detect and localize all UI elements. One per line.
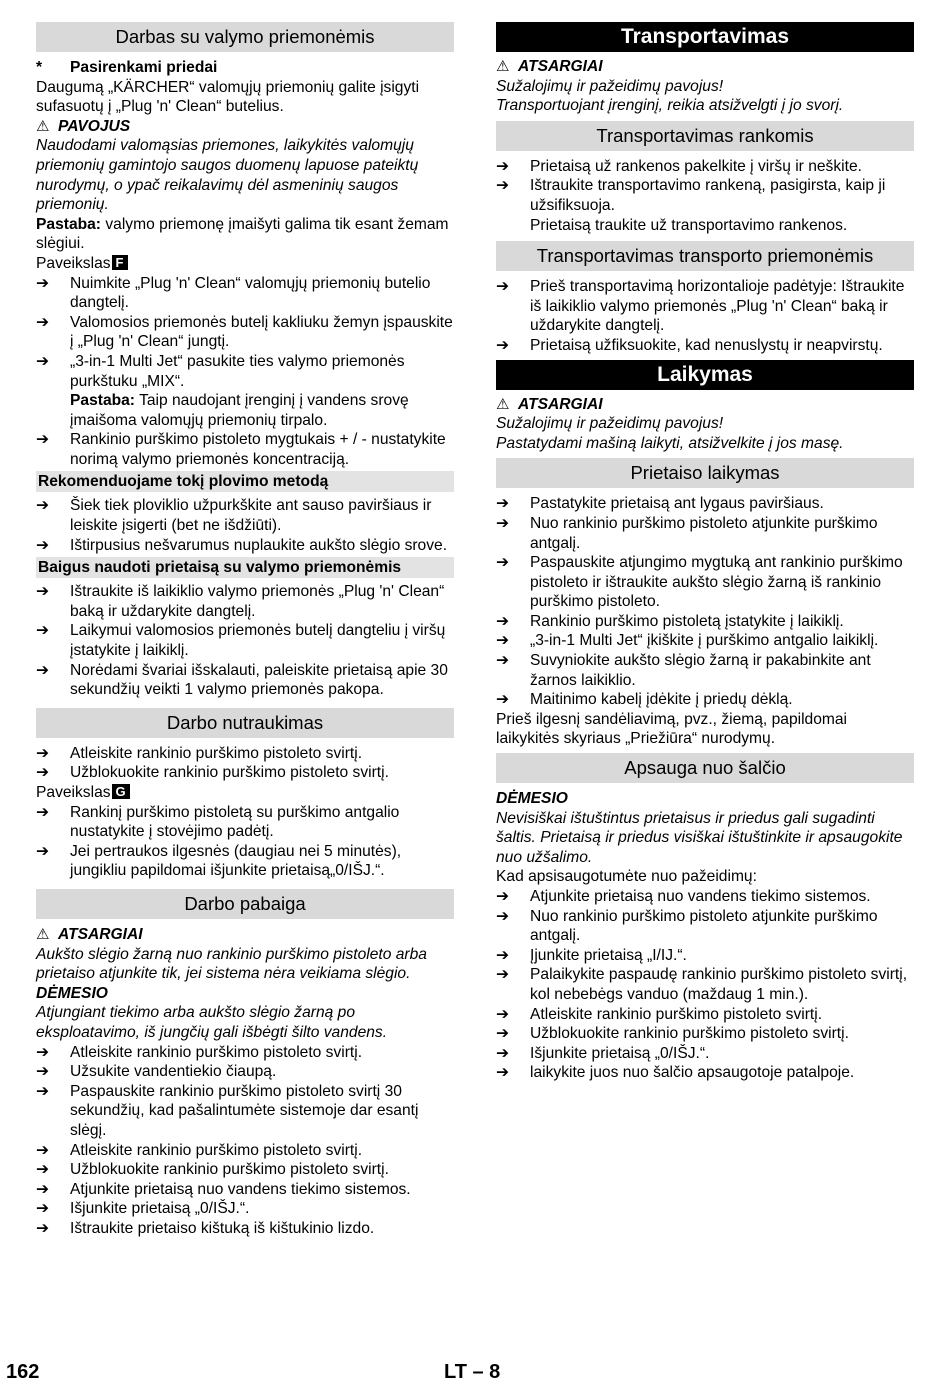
list-item: ➔ Ištraukite transportavimo rankeną, pasigirsta, kaip ji užsifiksuoja. bbox=[496, 177, 886, 214]
caution-text: Sužalojimų ir pažeidimų pavojus! bbox=[496, 77, 724, 95]
section-heading-transport: Transportavimas bbox=[496, 22, 914, 52]
list-item: ➔ Užblokuokite rankinio purškimo pistoleto svirtį. bbox=[496, 1025, 849, 1043]
list-item: ➔ Užsukite vandentiekio čiaupą. bbox=[36, 1063, 277, 1081]
arrow-icon: ➔ bbox=[496, 946, 510, 964]
list-item: ➔ Išjunkite prietaisą „0/IŠJ.“. bbox=[36, 1200, 250, 1218]
arrow-icon: ➔ bbox=[36, 536, 50, 554]
arrow-icon: ➔ bbox=[36, 842, 50, 860]
arrow-icon: ➔ bbox=[496, 1064, 510, 1082]
list-item: ➔ Šiek tiek ploviklio užpurkškite ant sauso paviršiaus ir leiskite įsigerti (bet ne išdžiūti). bbox=[36, 497, 432, 535]
arrow-icon: ➔ bbox=[36, 661, 50, 679]
arrow-icon: ➔ bbox=[36, 764, 50, 782]
section-heading-transport-by-hand: Transportavimas rankomis bbox=[496, 121, 914, 151]
section-heading-device-storage: Prietaiso laikymas bbox=[496, 458, 914, 488]
list-item: ➔ Prietaisą užfiksuokite, kad nenuslystų ir neapvirstų. bbox=[496, 336, 883, 354]
arrow-icon: ➔ bbox=[36, 1082, 50, 1100]
attention-label: DĖMESIO bbox=[36, 984, 108, 1002]
list-item: ➔ Paspauskite atjungimo mygtuką ant rankinio purškimo pistoleto ir ištraukite aukšto slėgio žarną iš rankinio purškimo pistoleto. bbox=[496, 554, 903, 611]
list-item: ➔ Paspauskite rankinio purškimo pistoleto svirtį 30 sekundžių, kad pašalintumėte sistemoje dar esantį slėgį. bbox=[36, 1082, 419, 1139]
optional-accessories-text: Daugumą „KÄRCHER“ valomųjų priemonių galite įsigyti sufasuotų į „Plug 'n' Clean“ butelius. bbox=[36, 78, 420, 116]
list-item-extra: Prietaisą traukite už transportavimo rankenos. bbox=[530, 216, 848, 234]
arrow-icon: ➔ bbox=[496, 888, 510, 905]
arrow-icon: ➔ bbox=[496, 632, 510, 650]
list-item: ➔ Palaikykite paspaudę rankinio purškimo pistoleto svirtį, kol nebebėgs vanduo (maždaug 1 min.). bbox=[496, 966, 908, 1003]
section-heading-cleaning-agents: Darbas su valymo priemonėmis bbox=[36, 22, 454, 52]
arrow-icon: ➔ bbox=[36, 1200, 50, 1218]
section-heading-frost-protection: Apsauga nuo šalčio bbox=[496, 753, 914, 783]
arrow-icon: ➔ bbox=[36, 583, 50, 601]
figure-badge-f: F bbox=[112, 255, 128, 270]
list-item-note: Pastaba: Taip naudojant įrenginį į vandens srovę įmaišoma valomųjų priemonių tirpalo. bbox=[70, 392, 409, 429]
warning-triangle-icon: ⚠ bbox=[496, 395, 510, 413]
caution-label: ⚠ ATSARGIAI bbox=[496, 58, 603, 75]
arrow-icon: ➔ bbox=[36, 352, 50, 370]
arrow-icon: ➔ bbox=[36, 431, 50, 449]
list-item: ➔ Rankinį purškimo pistoletą su purškimo antgalio nustatykite į stovėjimo padėtį. bbox=[36, 803, 400, 841]
page-number: 162 bbox=[6, 1361, 40, 1383]
page-code: LT – 8 bbox=[444, 1361, 501, 1383]
warning-triangle-icon: ⚠ bbox=[496, 58, 510, 75]
warning-triangle-icon: ⚠ bbox=[36, 925, 50, 943]
note-paragraph: Pastaba: valymo priemonę įmaišyti galima tik esant žemam slėgiui. bbox=[36, 215, 449, 253]
optional-accessories-heading: * Pasirenkami priedai bbox=[36, 59, 218, 76]
subheading-after-cleaning: Baigus naudoti prietaisą su valymo priemonėmis bbox=[36, 557, 454, 578]
list-item: ➔ Ištraukite prietaiso kištuką iš kištukinio lizdo. bbox=[36, 1219, 375, 1237]
list-item: ➔ Rankinio purškimo pistoleto mygtukais + / - nustatykite norimą valymo priemonės koncentraciją. bbox=[36, 431, 446, 468]
frost-intro-text: Kad apsisaugotumėte nuo pažeidimų: bbox=[496, 868, 757, 886]
list-item: ➔ „3-in-1 Multi Jet“ įkiškite į purškimo antgalio laikiklį. bbox=[496, 632, 879, 650]
arrow-icon: ➔ bbox=[36, 497, 50, 515]
list-item: ➔ Atjunkite prietaisą nuo vandens tiekimo sistemos. bbox=[36, 1180, 411, 1198]
arrow-icon: ➔ bbox=[496, 691, 510, 709]
list-item: ➔ Atleiskite rankinio purškimo pistoleto svirtį. bbox=[36, 744, 363, 762]
list-item: ➔ Atleiskite rankinio purškimo pistoleto svirtį. bbox=[36, 1141, 363, 1159]
arrow-icon: ➔ bbox=[496, 157, 510, 175]
arrow-icon: ➔ bbox=[36, 1043, 50, 1061]
arrow-icon: ➔ bbox=[36, 1161, 50, 1179]
arrow-icon: ➔ bbox=[496, 652, 510, 670]
list-item: ➔ laikykite juos nuo šalčio apsaugotoje patalpoje. bbox=[496, 1064, 855, 1082]
list-item: ➔ „3-in-1 Multi Jet“ pasukite ties valymo priemonės purkštuku „MIX“. bbox=[36, 352, 405, 390]
caution-text: Sužalojimų ir pažeidimų pavojus! bbox=[496, 415, 724, 433]
arrow-icon: ➔ bbox=[496, 907, 510, 925]
list-item: ➔ Atleiskite rankinio purškimo pistoleto svirtį. bbox=[496, 1005, 823, 1023]
arrow-icon: ➔ bbox=[496, 177, 510, 195]
list-item: ➔ Prietaisą už rankenos pakelkite į viršų ir neškite. bbox=[496, 157, 862, 175]
arrow-icon: ➔ bbox=[36, 622, 50, 640]
arrow-icon: ➔ bbox=[496, 554, 510, 572]
arrow-icon: ➔ bbox=[36, 274, 50, 292]
list-item: ➔ Rankinio purškimo pistoletą įstatykite į laikiklį. bbox=[496, 612, 844, 630]
section-heading-work-interruption: Darbo nutraukimas bbox=[36, 708, 454, 738]
list-item: ➔ Atjunkite prietaisą nuo vandens tiekimo sistemos. bbox=[496, 888, 871, 905]
list-item: ➔ Ištirpusius nešvarumus nuplaukite aukšto slėgio srove. bbox=[36, 536, 448, 554]
list-item: ➔ Pastatykite prietaisą ant lygaus paviršiaus. bbox=[496, 495, 824, 513]
list-item: ➔ Norėdami švariai išskalauti, paleiskite prietaisą apie 30 sekundžių veikti 1 valymo priemonės pakopa. bbox=[36, 661, 448, 699]
arrow-icon: ➔ bbox=[36, 1219, 50, 1237]
caution-label: ⚠ ATSARGIAI bbox=[496, 395, 603, 413]
arrow-icon: ➔ bbox=[36, 1063, 50, 1081]
section-heading-storage: Laikymas bbox=[496, 360, 914, 390]
danger-text: Naudodami valomąsias priemones, laikykitės valomųjų priemonių gamintojo saugos duomenų lapuose pateiktų nurodymų, o ypač reikalavimų dėl asmeninių saugos priemonių. bbox=[36, 137, 419, 214]
section-heading-transport-by-vehicle: Transportavimas transporto priemonėmis bbox=[496, 241, 914, 271]
arrow-icon: ➔ bbox=[496, 1044, 510, 1062]
list-item: ➔ Prieš transportavimą horizontalioje padėtyje: Ištraukite iš laikiklio valymo priemonės „Plug 'n' Clean“ baką ir uždarykite dangtelį. bbox=[496, 278, 905, 335]
list-item: ➔ Suvyniokite aukšto slėgio žarną ir pakabinkite ant žarnos laikiklio. bbox=[496, 652, 871, 689]
arrow-icon: ➔ bbox=[496, 966, 510, 984]
list-item: ➔ Jei pertraukos ilgesnės (daugiau nei 5 minutės), jungikliu papildomai išjunkite prietaisą„0/IŠJ.“. bbox=[36, 842, 402, 880]
storage-note-text: Prieš ilgesnį sandėliavimą, pvz., žiemą, papildomai laikykitės skyriaus „Priežiūra“ nurodymų. bbox=[496, 710, 848, 748]
arrow-icon: ➔ bbox=[36, 744, 50, 762]
arrow-icon: ➔ bbox=[36, 1180, 50, 1198]
arrow-icon: ➔ bbox=[496, 1005, 510, 1023]
arrow-icon: ➔ bbox=[36, 803, 50, 821]
warning-triangle-icon: ⚠ bbox=[36, 117, 50, 135]
list-item: ➔ Laikymui valomosios priemonės butelį dangteliu į viršų įstatykite į laikiklį. bbox=[36, 622, 446, 660]
list-item: ➔ Valomosios priemonės butelį kakliuku žemyn įspauskite į „Plug 'n' Clean“ jungtį. bbox=[36, 313, 453, 351]
caution-text: Pastatydami mašiną laikyti, atsižvelkite į jos masę. bbox=[496, 434, 844, 452]
list-item: ➔ Užblokuokite rankinio purškimo pistoleto svirtį. bbox=[36, 1161, 389, 1179]
attention-text: Nevisiškai ištuštintus prietaisus ir priedus gali sugadinti šaltis. Prietaisą ir priedus visiškai ištuštinkite ir apsaugokite nuo užšalimo. bbox=[496, 809, 903, 866]
arrow-icon: ➔ bbox=[496, 612, 510, 630]
right-column bbox=[496, 22, 914, 1083]
section-heading-end-of-work: Darbo pabaiga bbox=[36, 889, 454, 919]
arrow-icon: ➔ bbox=[496, 514, 510, 532]
list-item: ➔ Užblokuokite rankinio purškimo pistoleto svirtį. bbox=[36, 764, 389, 782]
arrow-icon: ➔ bbox=[36, 313, 50, 331]
caution-text: Aukšto slėgio žarną nuo rankinio purškimo pistoleto arba prietaiso atjunkite tik, jei sistema nėra veikiama slėgio. bbox=[36, 945, 427, 983]
arrow-icon: ➔ bbox=[496, 1025, 510, 1043]
list-item: ➔ Maitinimo kabelį įdėkite į priedų dėklą. bbox=[496, 691, 793, 709]
danger-label: ⚠ PAVOJUS bbox=[36, 117, 131, 135]
list-item: ➔ Atleiskite rankinio purškimo pistoleto svirtį. bbox=[36, 1043, 363, 1061]
figure-reference-g: Paveikslas G bbox=[36, 783, 454, 803]
arrow-icon: ➔ bbox=[496, 336, 510, 354]
arrow-icon: ➔ bbox=[36, 1141, 50, 1159]
left-column bbox=[36, 22, 454, 1238]
attention-label: DĖMESIO bbox=[496, 790, 568, 808]
list-item: ➔ Nuo rankinio purškimo pistoleto atjunkite purškimo antgalį. bbox=[496, 907, 878, 945]
list-item: ➔ Ištraukite iš laikiklio valymo priemonės „Plug 'n' Clean“ baką ir uždarykite dangtelį. bbox=[36, 583, 445, 620]
arrow-icon: ➔ bbox=[496, 278, 510, 296]
attention-text: Atjungiant tiekimo arba aukšto slėgio žarną po eksploatavimo, iš jungčių gali išbėgti šilto vandens. bbox=[36, 1004, 388, 1041]
caution-text: Transportuojant įrenginį, reikia atsižvelgti į jo svorį. bbox=[496, 97, 844, 115]
figure-reference-f: Paveikslas F bbox=[36, 254, 454, 274]
list-item: ➔ Nuo rankinio purškimo pistoleto atjunkite purškimo antgalį. bbox=[496, 514, 878, 552]
figure-badge-g: G bbox=[112, 784, 130, 799]
subheading-recommended-method: Rekomenduojame tokį plovimo metodą bbox=[36, 471, 454, 492]
caution-label: ⚠ ATSARGIAI bbox=[36, 925, 143, 943]
arrow-icon: ➔ bbox=[496, 495, 510, 513]
list-item: ➔ Nuimkite „Plug 'n' Clean“ valomųjų priemonių butelio dangtelį. bbox=[36, 274, 431, 312]
list-item: ➔ Įjunkite prietaisą „I/IJ.“. bbox=[496, 946, 687, 964]
list-item: ➔ Išjunkite prietaisą „0/IŠJ.“. bbox=[496, 1044, 710, 1062]
